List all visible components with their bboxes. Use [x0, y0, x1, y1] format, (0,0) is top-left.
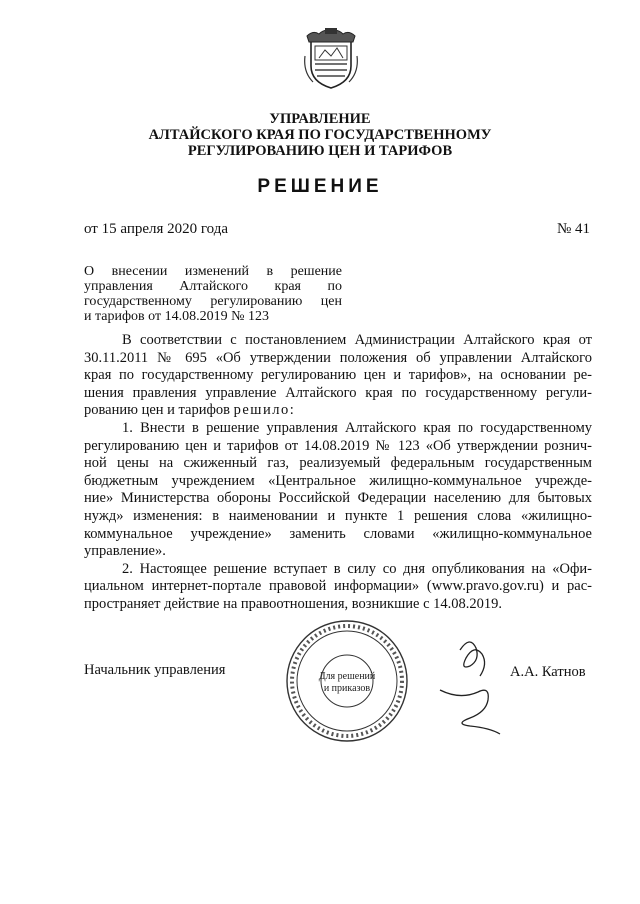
subject-line: и тарифов от 14.08.2019 № 123 — [84, 309, 269, 324]
document-date: от 15 апреля 2020 года — [84, 221, 229, 237]
org-line-3: РЕГУЛИРОВАНИЮ ЦЕН И ТАРИФОВ — [187, 143, 453, 159]
document-number: № 41 — [556, 221, 590, 237]
body-line — [84, 402, 592, 420]
official-seal-stamp — [282, 616, 412, 746]
body-line: пространяет действие на правоотношения, возникшие с 14.08.2019. — [84, 595, 503, 612]
signatory-position: Начальник управления — [84, 662, 226, 678]
body-line: ной цены на сжиженный газ, реализуемый федеральным государственным — [84, 455, 592, 472]
body-line: шения правления управление Алтайского края по государственному регули- — [84, 384, 592, 401]
document-type-title: РЕШЕНИЕ — [257, 176, 383, 197]
stamp-text-line-1: Для решений — [318, 671, 376, 682]
organization-header — [0, 111, 640, 159]
body-line: 30.11.2011 № 695 «Об утверждении положения об управлении Алтайского — [84, 349, 592, 366]
org-line-2: АЛТАЙСКОГО КРАЯ ПО ГОСУДАРСТВЕННОМУ — [148, 127, 492, 143]
coat-of-arms-emblem — [303, 26, 359, 90]
body-line: края по государственному регулированию цен и тарифов», на основании ре- — [84, 367, 592, 384]
org-line-1: УПРАВЛЕНИЕ — [269, 111, 371, 127]
body-line: 1. Внести в решение управления Алтайского края по государственному — [122, 419, 592, 436]
decision-word: решило: — [233, 402, 296, 419]
body-text: рованию цен и тарифов — [84, 402, 230, 419]
body-line: нужд» изменения: в наименовании и пункте 1 решения слова «жилищно- — [84, 507, 592, 524]
body-line: управление». — [84, 543, 166, 560]
body-line: ние» Министерства обороны Российской Федерации населению для бытовых — [84, 490, 592, 507]
body-line: циальном интернет-портале правовой информации» (www.pravo.gov.ru) и рас- — [84, 578, 592, 595]
document-body — [84, 332, 592, 614]
body-line: В соответствии с постановлением Администрации Алтайского края от — [122, 332, 592, 348]
subject-line: управления Алтайского края по — [84, 279, 342, 294]
subject-line: О внесении изменений в решение — [84, 264, 342, 279]
body-line: бюджетным учреждением «Центральное жилищно-коммунальное учрежде- — [84, 472, 592, 489]
body-line: коммунальное учреждение» заменить словами «жилищно-коммунальное — [84, 525, 592, 542]
body-line: 2. Настоящее решение вступает в силу со дня опубликования на «Офи- — [122, 560, 592, 577]
signatory-name: А.А. Катнов — [510, 664, 586, 680]
body-line: регулированию цен и тарифов от 14.08.2019 № 123 «Об утверждении рознич- — [84, 437, 592, 454]
subject-line: государственному регулированию цен — [84, 294, 342, 309]
stamp-text-line-2: и приказов — [323, 683, 371, 694]
handwritten-signature — [430, 630, 550, 740]
document-subject — [84, 264, 342, 324]
